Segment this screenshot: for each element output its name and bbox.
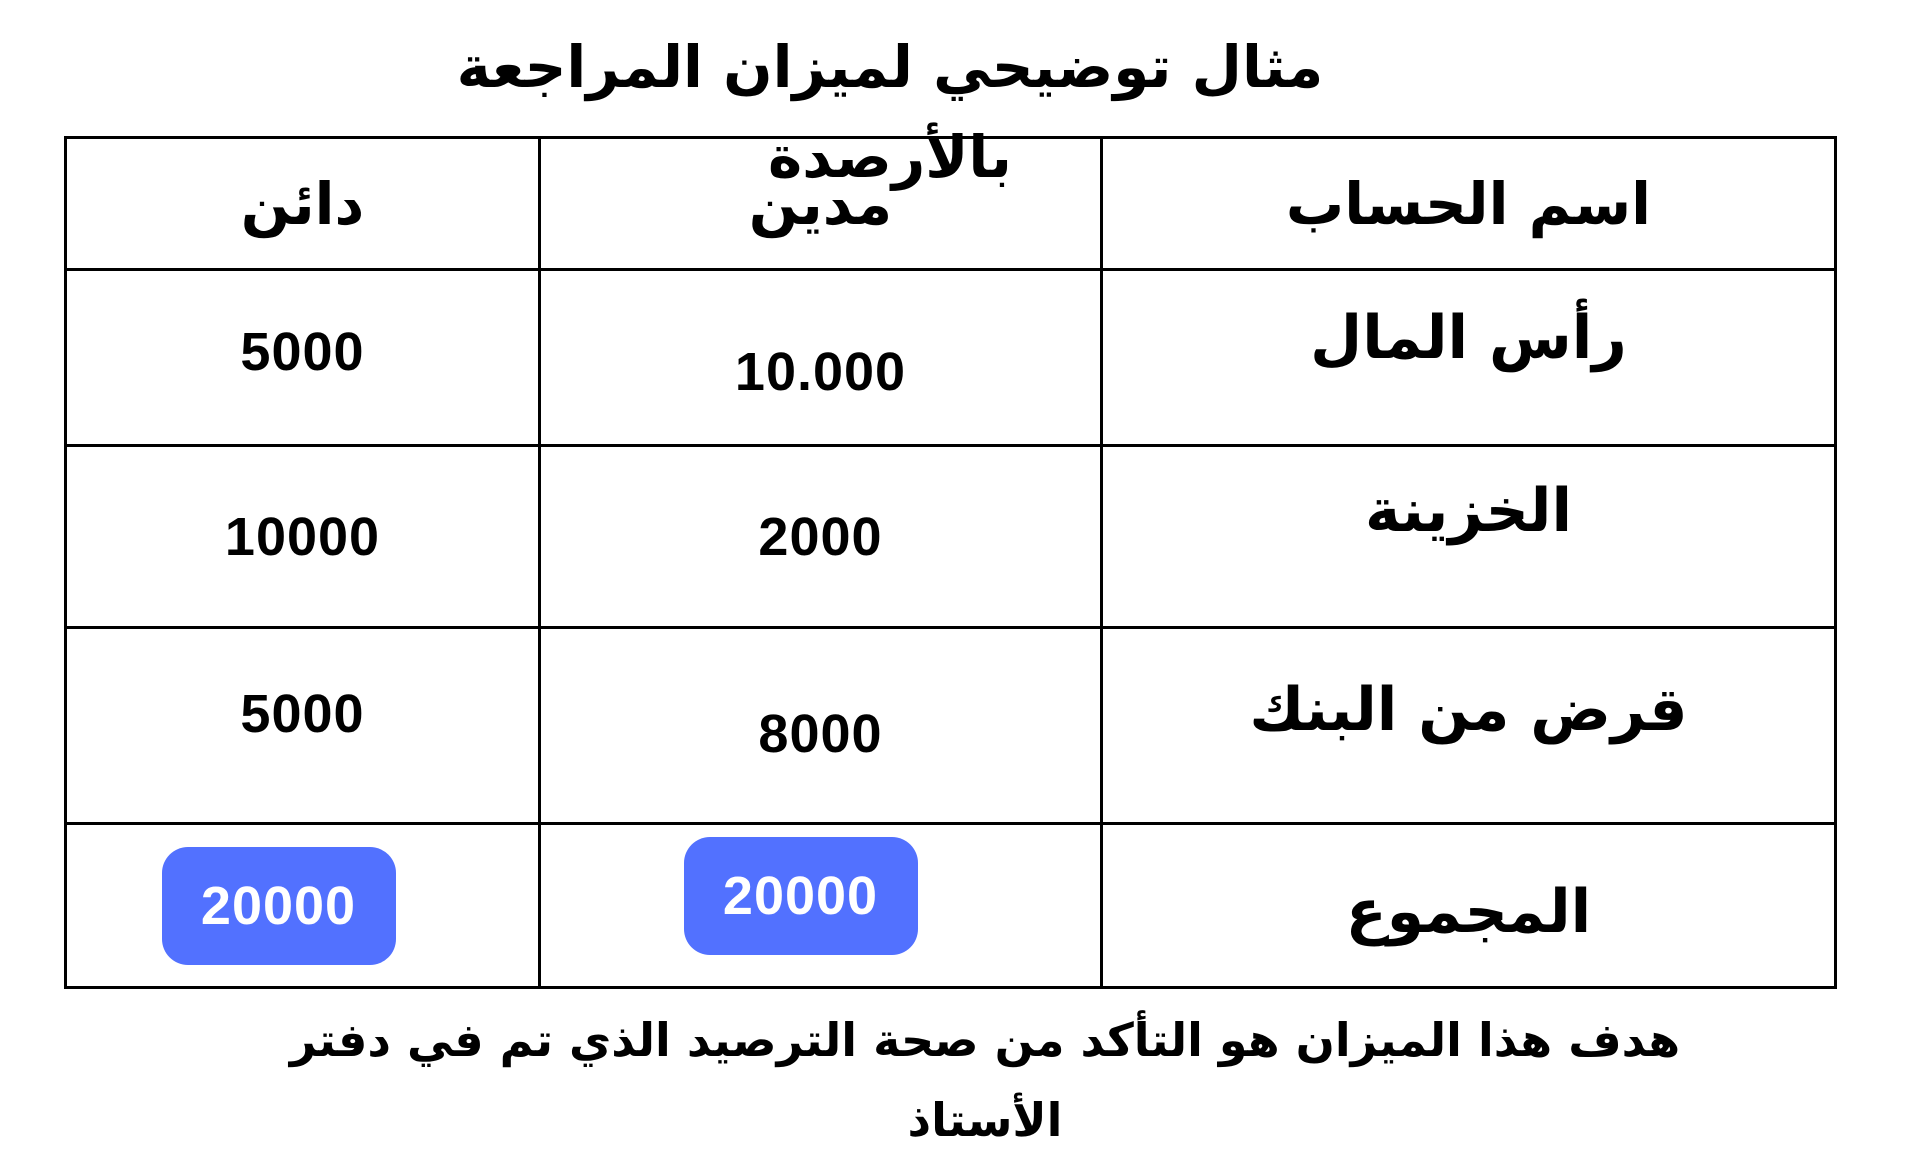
account-name-cell	[1102, 628, 1836, 824]
header-credit-cell	[66, 138, 540, 270]
credit-value: 10000	[224, 506, 381, 567]
table-header-row	[66, 138, 1836, 270]
total-credit-cell	[66, 824, 540, 988]
debit-cell	[540, 628, 1102, 824]
footer-note: هدف هذا الميزان هو التأكد من صحة الترصيد الذي تم في دفتر الأستاذ	[289, 1013, 1681, 1147]
debit-value: 10.000	[734, 341, 907, 402]
debit-cell	[540, 270, 1102, 446]
page-title: مثال توضيحي لميزان المراجعة بالأرصدة	[456, 33, 1324, 191]
table-row	[66, 446, 1836, 628]
table-row	[66, 628, 1836, 824]
credit-cell	[66, 446, 540, 628]
table-row	[66, 270, 1836, 446]
total-credit-badge: 20000	[162, 847, 396, 965]
total-label-cell	[1102, 824, 1836, 988]
total-debit-cell	[540, 824, 1102, 988]
credit-value: 5000	[240, 683, 365, 744]
trial-balance-table-container	[64, 136, 1834, 986]
trial-balance-table	[64, 136, 1837, 989]
header-debit-cell	[540, 138, 1102, 270]
header-credit: دائن	[240, 169, 365, 238]
debit-value: 2000	[758, 506, 883, 567]
header-account-name-cell	[1102, 138, 1836, 270]
credit-cell	[66, 270, 540, 446]
total-debit-badge: 20000	[684, 837, 918, 955]
account-name-cell	[1102, 446, 1836, 628]
account-name-cell	[1102, 270, 1836, 446]
total-label: المجموع	[1345, 876, 1592, 947]
credit-cell	[66, 628, 540, 824]
debit-cell	[540, 446, 1102, 628]
header-debit: مدين	[748, 169, 893, 238]
header-account-name: اسم الحساب	[1285, 169, 1652, 238]
debit-value: 8000	[758, 703, 883, 764]
account-name: قرض من البنك	[1249, 674, 1688, 745]
credit-value: 5000	[240, 321, 365, 382]
account-name: رأس المال	[1310, 302, 1627, 373]
account-name: الخزينة	[1364, 475, 1573, 546]
table-total-row	[66, 824, 1836, 988]
